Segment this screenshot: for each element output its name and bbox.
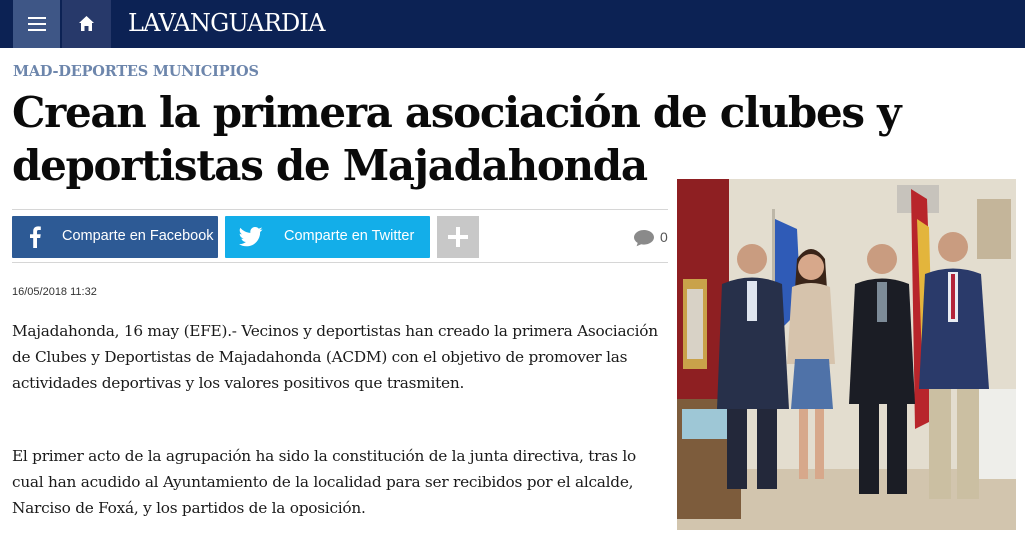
hamburger-menu-icon-bar [28, 23, 46, 25]
share-twitter-button[interactable] [225, 216, 430, 258]
plus-icon-stroke [456, 227, 460, 247]
facebook-icon [24, 216, 46, 258]
more-share-button[interactable] [437, 216, 479, 258]
article-headline [12, 86, 942, 192]
divider [12, 262, 668, 263]
section-label[interactable]: MAD-DEPORTES MUNICIPIOS [13, 63, 259, 80]
menu-button[interactable] [13, 0, 60, 48]
headline-line-1: Crean la primera asociación de clubes y [12, 88, 901, 137]
group-photo-illustration [677, 179, 1016, 530]
comment-bubble-icon [633, 229, 655, 247]
top-navigation-bar [0, 0, 1025, 48]
comments-count: 0 [660, 229, 668, 245]
share-twitter-label: Comparte en Twitter [284, 228, 415, 244]
twitter-icon [239, 216, 263, 258]
hamburger-menu-icon [28, 17, 46, 19]
hamburger-menu-icon-bar [28, 29, 46, 31]
article-photo[interactable] [677, 179, 1016, 530]
article-paragraph: Majadahonda, 16 may (EFE).- Vecinos y deportistas han creado la primera Asociación de Clubes y Deportistas de Majadahonda (ACDM) con el objetivo de promover las actividades deportivas y los valores positivos que trasmiten. [12, 322, 658, 392]
article-paragraph: El primer acto de la agrupación ha sido la constitución de la junta directiva, tras lo cual han acudido al Ayuntamiento de la localidad para ser recibidos por el alcalde, Narciso de Foxá, y los partidos de la oposición. [12, 447, 636, 517]
share-facebook-button[interactable] [12, 216, 218, 258]
home-button[interactable] [62, 0, 111, 48]
divider [12, 209, 668, 210]
site-logo[interactable]: LAVANGUARDIA [128, 9, 325, 37]
publish-date: 16/05/2018 11:32 [12, 286, 97, 298]
share-facebook-label: Comparte en Facebook [62, 228, 214, 244]
headline-line-2: deportistas de Majadahonda [12, 141, 647, 190]
home-icon [78, 15, 95, 32]
